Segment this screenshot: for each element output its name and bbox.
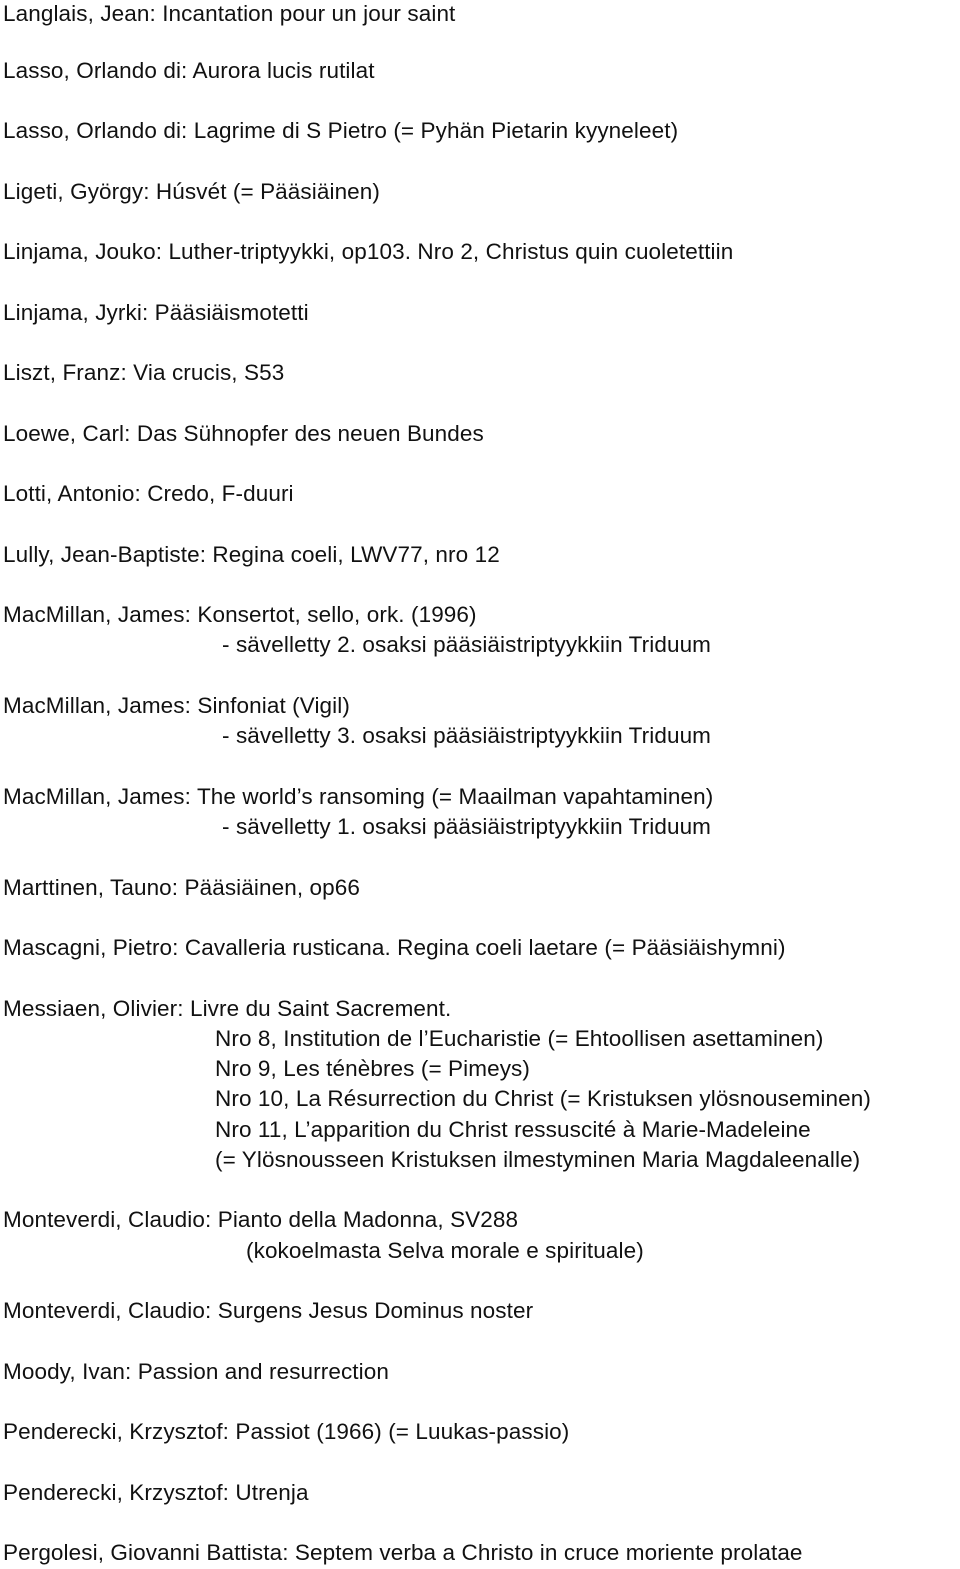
entry-line: Loewe, Carl: Das Sühnopfer des neuen Bundes (3, 421, 484, 446)
entry-note: - sävelletty 1. osaksi pääsiäistriptyykkiin Triduum (222, 814, 712, 839)
entry-line: MacMillan, James: The world’s ransoming (= Maailman vapahtaminen) (3, 784, 714, 809)
entry-line: Linjama, Jouko: Luther-triptyykki, op103. Nro 2, Christus quin cuoletettiin (3, 239, 734, 264)
entry-note: (kokoelmasta Selva morale e spirituale) (246, 1238, 644, 1263)
entry-line: Monteverdi, Claudio: Surgens Jesus Dominus noster (3, 1298, 534, 1323)
entry-line: MacMillan, James: Sinfoniat (Vigil) (3, 693, 350, 718)
entry-line: Mascagni, Pietro: Cavalleria rusticana. Regina coeli laetare (= Pääsiäishymni) (3, 935, 786, 960)
entry-subitem: Nro 10, La Résurrection du Christ (= Kristuksen ylösnouseminen) (215, 1086, 871, 1111)
entry-line: Lasso, Orlando di: Lagrime di S Pietro (= Pyhän Pietarin kyyneleet) (3, 118, 679, 143)
entry-subitem: Nro 11, L’apparition du Christ ressuscité à Marie-Madeleine (215, 1117, 811, 1142)
entry-line: Monteverdi, Claudio: Pianto della Madonna, SV288 (3, 1207, 519, 1232)
entry-line: MacMillan, James: Konsertot, sello, ork. (1996) (3, 602, 477, 627)
entry-line: Linjama, Jyrki: Pääsiäismotetti (3, 300, 309, 325)
entry-subitem: Nro 8, Institution de l’Eucharistie (= Ehtoollisen asettaminen) (215, 1026, 824, 1051)
entry-line: Langlais, Jean: Incantation pour un jour saint (3, 1, 456, 26)
entry-line: Messiaen, Olivier: Livre du Saint Sacrement. (3, 996, 452, 1021)
entry-line: Pergolesi, Giovanni Battista: Septem verba a Christo in cruce moriente prolatae (3, 1540, 803, 1565)
entry-line: Penderecki, Krzysztof: Passiot (1966) (= Luukas-passio) (3, 1419, 570, 1444)
entry-note: - sävelletty 2. osaksi pääsiäistriptyykkiin Triduum (222, 632, 712, 657)
entry-line: Lasso, Orlando di: Aurora lucis rutilat (3, 58, 375, 83)
entry-line: Marttinen, Tauno: Pääsiäinen, op66 (3, 875, 360, 900)
entry-line: Penderecki, Krzysztof: Utrenja (3, 1480, 309, 1505)
entry-line: Ligeti, György: Húsvét (= Pääsiäinen) (3, 179, 381, 204)
entry-line: Moody, Ivan: Passion and resurrection (3, 1359, 389, 1384)
entry-note: - sävelletty 3. osaksi pääsiäistriptyykkiin Triduum (222, 723, 712, 748)
entry-line: Lully, Jean-Baptiste: Regina coeli, LWV77, nro 12 (3, 542, 500, 567)
entry-line: Lotti, Antonio: Credo, F-duuri (3, 481, 294, 506)
entry-line: Liszt, Franz: Via crucis, S53 (3, 360, 285, 385)
entry-subitem: Nro 9, Les ténèbres (= Pimeys) (215, 1056, 531, 1081)
entry-subitem: (= Ylösnousseen Kristuksen ilmestyminen Maria Magdaleenalle) (215, 1147, 861, 1172)
